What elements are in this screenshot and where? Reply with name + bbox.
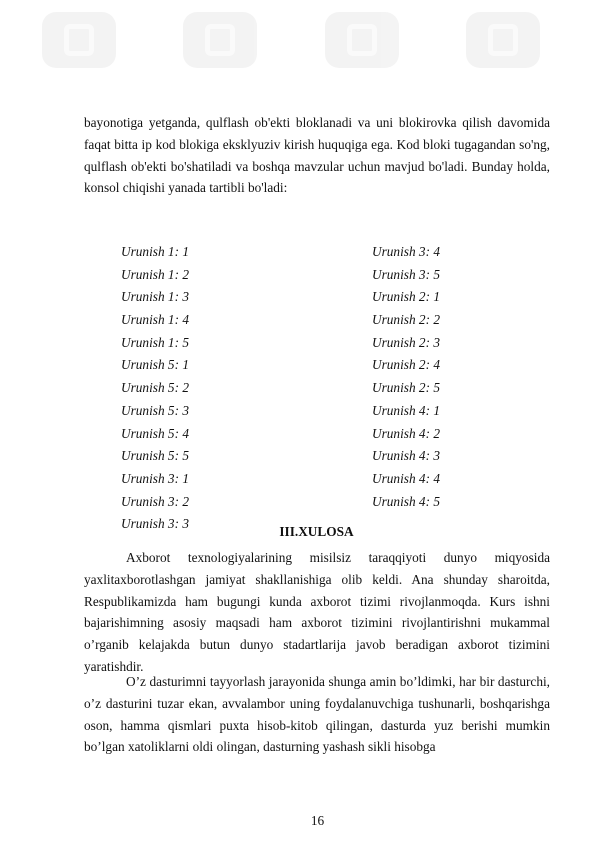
conclusion-paragraph: Axborot texnologiyalarining misilsiz taraqqiyoti dunyo miqyosida yaxlitaxborotlashgan jamiyat shakllanishiga olib keldi. Ana shunday sharoitda, Respublikamizda ham bugungi kunda axborot tizimi rivojlanmoqda. Kurs ishni bajarishimning asosiy maqsadi ham axborot tizimini rivojlantirishni mukammal o’rganib kelajakda butun dunyo stadartlarija javob beradigan axborot tizimini yaratishdir. (84, 550, 550, 674)
console-output-line: Urunish 4: 5 (372, 493, 440, 509)
console-output-line: Urunish 1: 1 (121, 244, 189, 259)
section-heading: III.XULOSA (279, 524, 354, 539)
console-output-line: Urunish 2: 5 (372, 380, 440, 396)
console-output-line: Urunish 3: 5 (372, 266, 440, 282)
console-output-line: Urunish 3: 1 (121, 470, 189, 486)
watermark-icon (466, 12, 540, 68)
watermark-icon (42, 12, 116, 68)
console-output-line: Urunish 3: 3 (121, 516, 189, 532)
page-number: 16 (310, 813, 325, 828)
console-output-right (372, 241, 440, 513)
console-output-line: Urunish 4: 2 (372, 425, 440, 441)
console-output-left (121, 241, 189, 536)
console-output-line: Urunish 5: 1 (121, 357, 189, 373)
console-output-line: Urunish 4: 1 (372, 402, 440, 418)
console-output-line: Urunish 3: 2 (121, 493, 189, 509)
console-output-line: Urunish 3: 4 (372, 244, 440, 259)
console-output-line: Urunish 1: 5 (121, 334, 189, 350)
watermark-icon (183, 12, 257, 68)
body-paragraph: bayonotiga yetganda, qulflash ob'ekti bloklanadi va uni blokirovka qilish davomida faqat bitta ip kod blokiga eksklyuziv kirish huquqiga ega. Kod bloki tugagandan so'ng, qulflash ob'ekti bo'shatiladi va boshqa mavzular uchun mavjud bo'ladi. Bunday holda, konsol chiqishi yanada tartibli bo'ladi: (84, 115, 550, 196)
console-output-line: Urunish 4: 3 (372, 448, 440, 464)
console-output-line: Urunish 4: 4 (372, 470, 440, 486)
console-output-line: Urunish 5: 2 (121, 380, 189, 396)
console-output-line: Urunish 5: 3 (121, 402, 189, 418)
console-output-line: Urunish 2: 1 (372, 289, 440, 305)
console-output-line: Urunish 5: 4 (121, 425, 189, 441)
console-output-line: Urunish 5: 5 (121, 448, 189, 464)
console-output-line: Urunish 2: 4 (372, 357, 440, 373)
console-output-line: Urunish 2: 2 (372, 312, 440, 328)
console-output-line: Urunish 2: 3 (372, 334, 440, 350)
console-output-line: Urunish 1: 2 (121, 266, 189, 282)
console-output-line: Urunish 1: 4 (121, 312, 189, 328)
conclusion-paragraph-2: O’z dasturimni tayyorlash jarayonida shunga amin bo’ldimki, har bir dasturchi, o’z dasturini tuzar ekan, avvalambor uning foydalanuvchiga tushunarli, boshqarishga oson, hamma qismlari puxta hisob-kitob qilingan, dasturda yuz berishi mumkin bo’lgan xatoliklarni oldi olingan, dasturning yashash sikli hisobga (84, 674, 550, 755)
watermark-icon (325, 12, 399, 68)
console-output-line: Urunish 1: 3 (121, 289, 189, 305)
